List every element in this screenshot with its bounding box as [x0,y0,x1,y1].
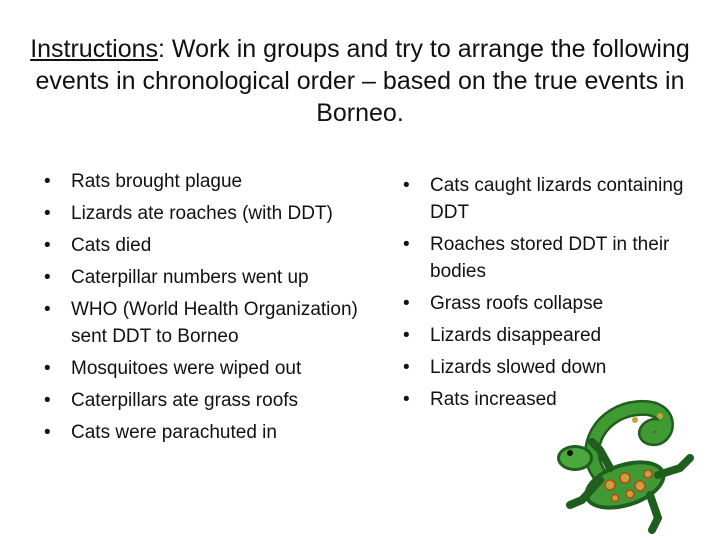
list-item: • Caterpillars ate grass roofs [44,387,364,414]
instructions-text: : Work in groups and try to arrange the following events in chronological order – based on the true events in Borneo. [35,35,690,127]
left-event-list [44,168,364,451]
list-item: • WHO (World Health Organization) sent DDT to Borneo [44,296,364,350]
list-item: • Roaches stored DDT in their bodies [403,231,703,285]
instructions-label: Instructions [30,35,159,63]
list-item: • Lizards ate roaches (with DDT) [44,200,364,227]
list-item: • Rats increased [403,386,703,413]
list-item: • Cats died [44,232,364,259]
lizard-illustration-icon [540,380,720,540]
list-item: • Caterpillar numbers went up [44,264,364,291]
list-item: • Lizards disappeared [403,322,703,349]
list-item: • Cats caught lizards containing DDT [403,172,703,226]
instructions-title [30,33,690,129]
list-item: • Grass roofs collapse [403,290,703,317]
list-item: • Rats brought plague [44,168,364,195]
list-item: • Lizards slowed down [403,354,703,381]
list-item: • Cats were parachuted in [44,419,364,446]
list-item: • Mosquitoes were wiped out [44,355,364,382]
